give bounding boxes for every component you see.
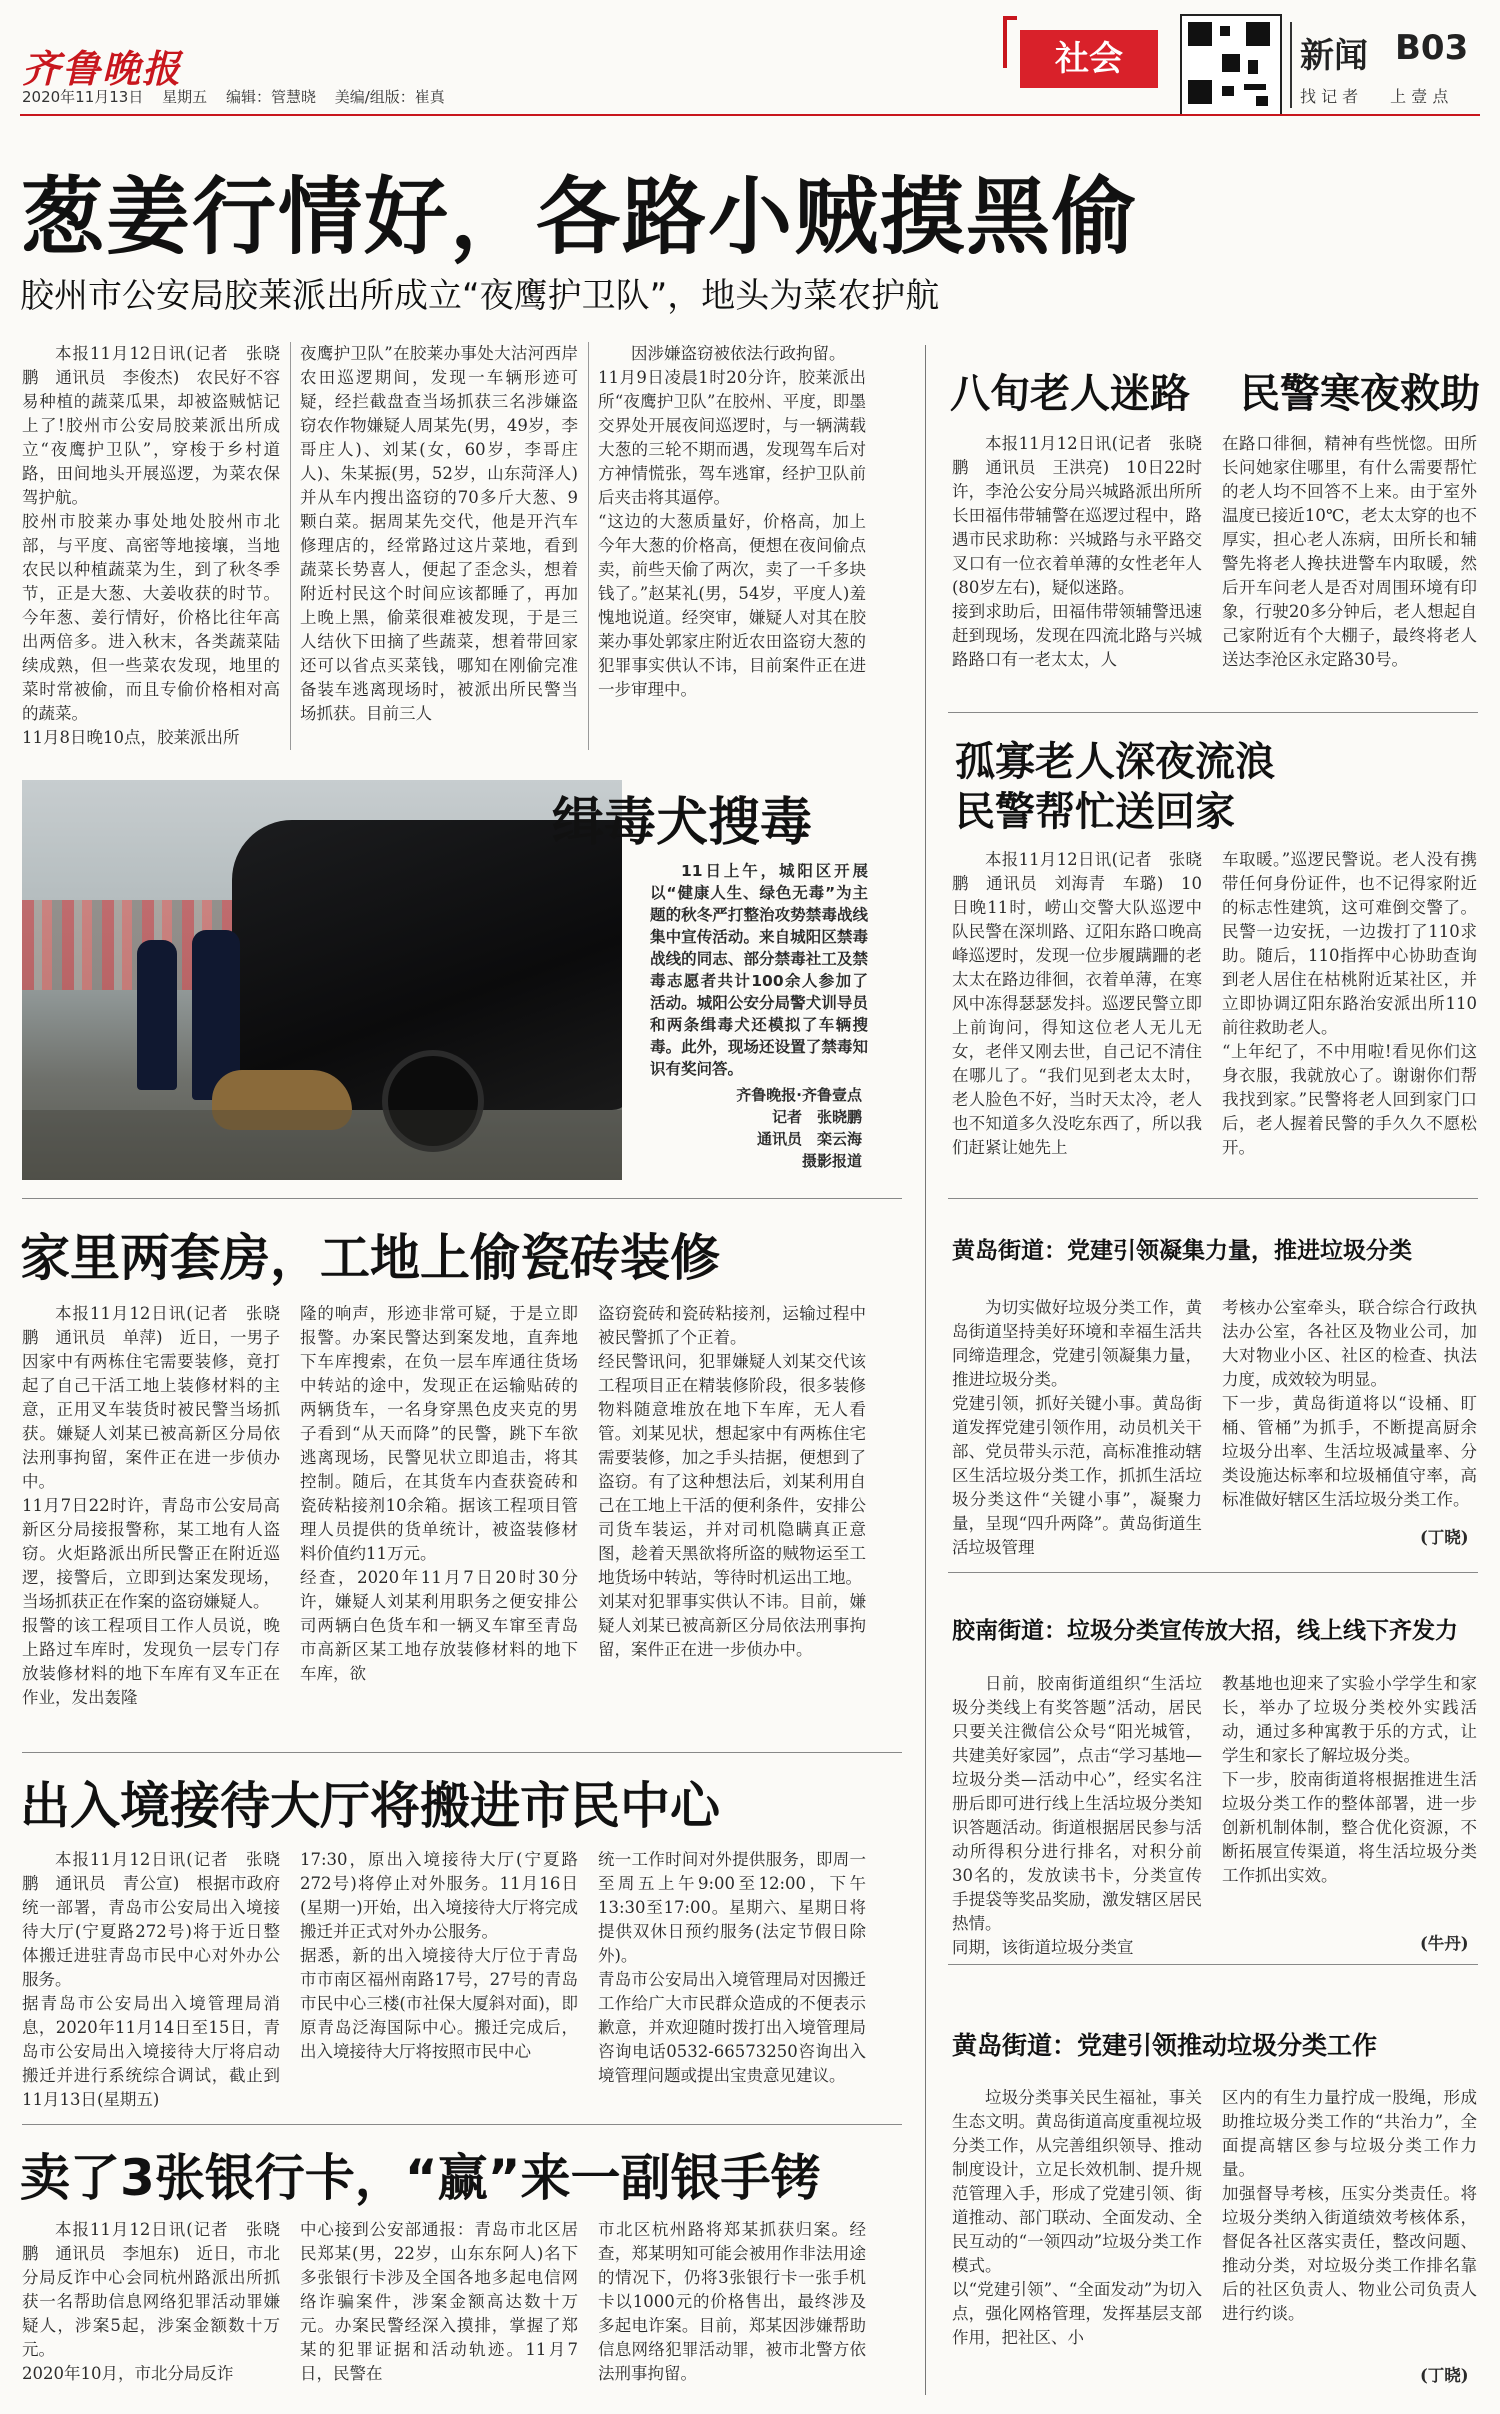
right4-author: (牛丹) [1420, 1934, 1469, 1953]
ground-shape [22, 1110, 622, 1180]
story3-col-1-text: 本报11月12日讯(记者 张晓鹏 通讯员 青公宣) 根据市政府统一部署，青岛市公安局出入境接待大厅(宁夏路272号)将于近日整体搬迁进驻青岛市民中心对外办公服务。 据青岛市公安局出入境管理局消息，2020年11月14日至15日，青岛市公安局出入境接待大厅将启动搬迁并进行系统综合调试，截止到11月13日(星期五) [22, 1850, 280, 2109]
main-col-1-text: 本报11月12日讯(记者 张晓鹏 通讯员 李俊杰) 农民好不容易种植的蔬菜瓜果，却被盗贼惦记上了!胶州市公安局胶莱派出所成立“夜鹰护卫队”，穿梭于乡村道路，田间地头开展巡逻，为菜农保驾护航。 胶州市胶莱办事处地处胶州市北部，与平度、高密等地接壤，当地农民以种植蔬菜为生，到了秋冬季节，正是大葱、大姜收获的时节。今年葱、姜行情好，价格比往年高出两倍多。进入秋末，各类蔬菜陆续成熟，但一些菜农发现，地里的菜时常被偷，而且专偷价格相对高的蔬菜。 11月8日晚10点，胶莱派出所 [22, 344, 280, 747]
story2-col-2 [300, 1302, 578, 1742]
photo-caption-box [552, 780, 870, 1180]
story4-col-1-text: 本报11月12日讯(记者 张晓鹏 通讯员 李旭东) 近日，市北分局反诈中心会同杭州路派出所抓获一名帮助信息网络犯罪活动罪嫌疑人，涉案5起，涉案金额数十万元。 2020年10月，市北分局反诈 [22, 2220, 280, 2383]
right4-col-2-text: 教基地也迎来了实验小学学生和家长，举办了垃圾分类校外实践活动，通过多种寓教于乐的方式，让学生和家长了解垃圾分类。 下一步，胶南街道将根据推进生活垃圾分类工作的整体部署，进一步创新机制体制，整合优化资源，不断拓展宣传渠道，将生活垃圾分类工作抓出实效。 [1222, 1674, 1477, 1885]
right2-col-1 [952, 848, 1202, 1184]
main-col-2-text: 夜鹰护卫队”在胶莱办事处大沽河西岸农田巡逻期间，发现一车辆形迹可疑，经拦截盘查当场抓获三名涉嫌盗窃农作物嫌疑人周某先(男，49岁，李哥庄人)、刘某(女，60岁，李哥庄人)、朱某振(男，52岁，山东菏泽人)并从车内搜出盗窃的70多斤大葱、9颗白菜。据周某先交代，他是开汽车修理店的，经常路过这片菜地，看到蔬菜长势喜人，便起了歪念头，想着附近村民这个时间应该都睡了，再加上晚上黑，偷菜很难被发现，于是三人结伙下田摘了些蔬菜，想着带回家还可以省点买菜钱，哪知在刚偷完准备装车逃离现场时，被派出所民警当场抓获。目前三人 [300, 344, 578, 723]
right1-headline-a: 八旬老人迷路 [950, 371, 1190, 417]
section-tag: 社会 [1020, 30, 1158, 88]
main-headline: 葱姜行情好，各路小贼摸黑偷 [20, 168, 1139, 266]
issue-date: 2020年11月13日 [22, 88, 144, 106]
story2-col-3 [598, 1302, 866, 1742]
right4-col-2 [1222, 1672, 1477, 1922]
section-name: 新闻 [1300, 36, 1368, 76]
right2-headline-a: 孤寡老人深夜流浪 [955, 739, 1275, 785]
header-rule [20, 114, 1480, 116]
photo-caption-text: 11日上午，城阳区开展以“健康人生、绿色无毒”为主题的秋冬严打整治攻势禁毒战线集中宣传活动。来自城阳区禁毒战线的同志、部分禁毒社工及禁毒志愿者共计100余人参加了活动。城阳公安分局警犬训导员和两条缉毒犬还模拟了车辆搜毒。此外，现场还设置了禁毒知识有奖问答。 [650, 862, 868, 1078]
officer-shape [137, 940, 177, 1090]
photo-sniffer-dog [22, 780, 622, 1180]
masthead-logo: 齐鲁晚报 [22, 46, 183, 91]
right3-col-2-text: 考核办公室牵头，联合综合行政执法办公室，各社区及物业公司，加大对物业小区、社区的检查、执法力度，成效较为明显。 下一步，黄岛街道将以“设桶、盯桶、管桶”为抓手，不断提高厨余垃圾分出率、生活垃圾减量率、分类设施达标率和垃圾桶值守率，高标准做好辖区生活垃圾分类工作。 [1222, 1298, 1477, 1509]
right4-col-1-text: 日前，胶南街道组织“生活垃圾分类线上有奖答题”活动，居民只要关注微信公众号“阳光城管，共建美好家园”，点击“学习基地—垃圾分类—活动中心”，经实名注册后即可进行线上生活垃圾分类知识答题活动。街道根据居民参与活动所得积分进行排名，对积分前30名的，发放读书卡，分类宣传手提袋等奖品奖励，激发辖区居民热情。 同期，该街道垃圾分类宣 [952, 1674, 1202, 1957]
photo-credit-outlet: 齐鲁晚报·齐鲁壹点 [736, 1086, 862, 1104]
story2-col-3-text: 盗窃瓷砖和瓷砖粘接剂，运输过程中被民警抓了个正着。 经民警讯问，犯罪嫌疑人刘某交代该工程项目正在精装修阶段，很多装修物料随意堆放在地下车库，无人看管。刘某见状，想起家中有两栋住宅需要装修，加之手头拮据，便想到了盗窃。有了这种想法后，刘某利用自己在工地上干活的便利条件，安排公司货车装运，并对司机隐瞒真正意图，趁着天黑欲将所盗的贼物运至工地货场中转站，等待时机运出工地。 刘某对犯罪事实供认不讳。目前，嫌疑人刘某已被高新区分局依法刑事拘留，案件正在进一步侦办中。 [598, 1304, 866, 1659]
photo-credit-correspondent: 通讯员 栾云海 [756, 1130, 862, 1148]
right5-col-2-text: 区内的有生力量拧成一股绳，形成助推垃圾分类工作的“共治力”，全面提高辖区参与垃圾分类工作力量。 加强督导考核，压实分类责任。将垃圾分类纳入街道绩效考核体系，督促各社区落实责任，整改问题、推动分类，对垃圾分类工作排名靠后的社区负责人、物业公司负责人进行约谈。 [1222, 2088, 1477, 2323]
section-rule [948, 1964, 1478, 1965]
photo-credit-reporter: 记者 张晓鹏 [771, 1108, 862, 1126]
section-rule [948, 1572, 1478, 1573]
story3-col-2 [300, 1848, 578, 2118]
photo-caption [650, 860, 868, 1080]
story2-headline: 家里两套房，工地上偷瓷砖装修 [20, 1229, 720, 1287]
right1-col-1 [952, 432, 1202, 702]
main-subtitle: 胶州市公安局胶莱派出所成立“夜鹰护卫队”，地头为菜农护航 [20, 276, 940, 316]
section-rule [22, 2124, 902, 2125]
story3-col-2-text: 17:30，原出入境接待大厅(宁夏路272号)将停止对外服务。11月16日(星期一)开始，出入境接待大厅将完成搬迁并正式对外办公服务。 据悉，新的出入境接待大厅位于青岛市市南区福州南路17号，27号的青岛市民中心三楼(市社保大厦斜对面)，即原青岛泛海国际中心。搬迁完成后，出入境接待大厅将按照市民中心 [300, 1850, 578, 2061]
story4-col-1 [22, 2218, 280, 2398]
right3-col-1-text: 为切实做好垃圾分类工作，黄岛街道坚持美好环境和幸福生活共同缔造理念，党建引领凝集力量，推进垃圾分类。 党建引领，抓好关键小事。黄岛街道发挥党建引领作用，动员机关干部、党员带头示范，高标准推动辖区生活垃圾分类工作，抓抓生活垃圾分类这件“关键小事”，凝聚力量，呈现“四升两降”。黄岛街道生活垃圾管理 [952, 1298, 1202, 1557]
right1-col-1-text: 本报11月12日讯(记者 张晓鹏 通讯员 王洪亮) 10日22时许，李沧公安分局兴城路派出所所长田福伟带辅警在巡逻过程中，路遇市民求助称：兴城路与永平路交叉口有一位衣着单薄的女性老年人(80岁左右)，疑似迷路。 接到求助后，田福伟带领辅警迅速赶到现场，发现在四流北路与兴城路路口有一老太太，人 [952, 434, 1202, 669]
right4-headline: 胶南街道：垃圾分类宣传放大招，线上线下齐发力 [952, 1618, 1458, 1644]
right3-headline: 黄岛街道：党建引领凝集力量，推进垃圾分类 [952, 1238, 1412, 1264]
story2-col-1-text: 本报11月12日讯(记者 张晓鹏 通讯员 单萍) 近日，一男子因家中有两栋住宅需要装修，竟打起了自己干活工地上装修材料的主意，正用叉车装货时被民警当场抓获。嫌疑人刘某已被高新区分局依法刑事拘留，案件正在进一步侦办中。 11月7日22时许，青岛市公安局高新区分局接报警称，某工地有人盗窃。火炬路派出所民警正在附近巡逻，接警后，立即到达案发现场，当场抓获正在作案的盗窃嫌疑人。 报警的该工程项目工作人员说，晚上路过车库时，发现负一层专门存放装修材料的地下车库有叉车正在作业，发出轰隆 [22, 1304, 280, 1707]
main-col-2 [300, 342, 578, 750]
main-col-3-text: 因涉嫌盗窃被依法行政拘留。 11月9日凌晨1时20分许，胶莱派出所“夜鹰护卫队”在胶州、平度，即墨交界处开展夜间巡逻时，与一辆满载大葱的三轮不期而遇，发现驾车后对方神情慌张，驾车逃窜，经护卫队前后夹击将其逼停。 “这边的大葱质量好，价格高，加上今年大葱的价格高，便想在夜间偷点卖，前些天偷了两次，卖了一千多块钱了。”赵某礼(男，54岁，平度人)羞愧地说道。经突审，嫌疑人对其在胶莱办事处郭家庄附近农田盗窃大葱的犯罪事实供认不讳，目前案件正在进一步审理中。 [598, 344, 866, 699]
main-col-3 [598, 342, 866, 750]
right1-headline-b: 民警寒夜救助 [1240, 371, 1480, 417]
dateline [22, 86, 459, 107]
tag-frame [1003, 16, 1017, 68]
right5-col-1 [952, 2086, 1202, 2398]
story4-headline: 卖了3张银行卡，“赢”来一副银手铐 [20, 2149, 821, 2207]
photo-title: 缉毒犬搜毒 [552, 793, 813, 853]
page-number: B03 [1395, 28, 1469, 68]
story4-col-2-text: 中心接到公安部通报：青岛市北区居民郑某(男，22岁，山东东阿人)名下多张银行卡涉及全国各地多起电信网络诈骗案件，涉案金额高达数十万元。办案民警经深入摸排，掌握了郑某的犯罪证据和活动轨迹。11月7日，民警在 [300, 2220, 578, 2383]
issue-weekday: 星期五 [162, 88, 208, 106]
right5-author: (丁晓) [1420, 2366, 1469, 2385]
story4-col-3 [598, 2218, 866, 2398]
right3-author: (丁晓) [1420, 1528, 1469, 1547]
right2-headline-b: 民警帮忙送回家 [955, 789, 1235, 835]
col-divider [588, 342, 589, 750]
header-divider [1290, 22, 1292, 108]
editor-credit: 编辑：管慧晓 [225, 88, 316, 106]
right5-col-1-text: 垃圾分类事关民生福祉，事关生态文明。黄岛街道高度重视垃圾分类工作，从完善组织领导、推动制度设计，立足长效机制、提升规范管理入手，形成了党建引领、街道推动、部门联动、全面发动、全民互动的“一领四动”垃圾分类工作模式。 以“党建引领”、“全面发动”为切入点，强化网格管理，发挥基层支部作用，把社区、小 [952, 2088, 1202, 2347]
photo-credit-note: 摄影报道 [801, 1152, 862, 1170]
right3-col-2 [1222, 1296, 1477, 1509]
right4-col-1 [952, 1672, 1202, 1962]
right5-headline: 黄岛街道：党建引领推动垃圾分类工作 [952, 2031, 1378, 2060]
designer-credit: 美编/组版：崔真 [334, 88, 445, 106]
right1-col-2-text: 在路口徘徊，精神有些恍惚。田所长问她家住哪里，有什么需要帮忙的老人均不回答不上来。由于室外温度已接近10℃，老太太穿的也不厚实，担心老人冻病，田所长和辅警先将老人搀扶进警车内取暖，然后开车问老人是否对周围环境有印象，行驶20多分钟后，老人想起自己家附近有个大棚子，最终将老人送达李沧区永定路30号。 [1222, 434, 1477, 669]
story3-col-3-text: 统一工作时间对外提供服务，即周一至周五上午9:00至12:00，下午13:30至17:00。星期六、星期日将提供双休日预约服务(法定节假日除外)。 青岛市公安局出入境管理局对因搬迁工作给广大市民群众造成的不便表示歉意，并欢迎随时拨打出入境管理局咨询电话0532-66573250咨询出入境管理问题或提出宝贵意见建议。 [598, 1850, 866, 2085]
right2-col-2 [1222, 848, 1477, 1184]
right2-col-1-text: 本报11月12日讯(记者 张晓鹏 通讯员 刘海青 车璐) 10日晚11时，崂山交警大队巡逻中队民警在深圳路、辽阳东路口晚高峰巡逻时，发现一位步履蹒跚的老太太在路边徘徊，衣着单薄，在寒风中冻得瑟瑟发抖。巡逻民警立即上前询问，得知这位老人无儿无女，老伴又刚去世，自己记不清住在哪儿了。“我们见到老太太时，老人脸色不好，当时天太冷，老人也不知道多久没吃东西了，所以我们赶紧让她先上 [952, 850, 1202, 1157]
story4-col-2 [300, 2218, 578, 2398]
story3-col-1 [22, 1848, 280, 2118]
right2-col-2-text: 车取暖。”巡逻民警说。老人没有携带任何身份证件，也不记得家附近的标志性建筑，这可难倒交警了。民警一边安抚，一边拨打了110求助。随后，110指挥中心协助查询到老人居住在枯桃附近某社区，并立即协调辽阳东路治安派出所110前往救助老人。 “上年纪了，不中用啦!看见你们这身衣服，我就放心了。谢谢你们帮我找到家。”民警将老人回到家门口后，老人握着民警的手久久不愿松开。 [1222, 850, 1477, 1157]
right1-col-2 [1222, 432, 1477, 702]
story3-headline: 出入境接待大厅将搬进市民中心 [20, 1777, 720, 1835]
main-col-1 [22, 342, 280, 750]
col-divider [290, 342, 291, 750]
photo-credit [736, 1084, 862, 1172]
right3-col-1 [952, 1296, 1202, 1556]
section-rule [948, 1198, 1478, 1199]
section-rule [22, 1198, 902, 1199]
story4-col-3-text: 市北区杭州路将郑某抓获归案。经查，郑某明知可能会被用作非法用途的情况下，仍将3张银行卡一张手机卡以1000元的价格售出，最终涉及多起电诈案。目前，郑某因涉嫌帮助信息网络犯罪活动罪，被市北警方依法刑事拘留。 [598, 2220, 866, 2383]
story2-col-2-text: 隆的响声，形迹非常可疑，于是立即报警。办案民警达到案发地，直奔地下车库搜索，在负一层车库通往货场中转站的途中，发现正在运输贴砖的两辆货车，一名身穿黑色皮夹克的男子看到“从天而降”的民警，跳下车欲逃离现场，民警见状立即追击，将其控制。随后，在其货车内查获瓷砖和瓷砖粘接剂10余箱。据该工程项目管理人员提供的货单统计，被盗装修材料价值约11万元。 经查，2020年11月7日20时30分许，嫌疑人刘某利用职务之便安排公司两辆白色货车和一辆叉车窜至青岛市高新区某工地存放装修材料的地下车库，欲 [300, 1304, 578, 1683]
right5-col-2 [1222, 2086, 1477, 2346]
section-rule [948, 712, 1478, 713]
story3-col-3 [598, 1848, 866, 2118]
contact-hint: 找 记 者 上 壹 点 [1300, 87, 1449, 106]
story2-col-1 [22, 1302, 280, 1742]
page-column-divider [925, 345, 926, 2395]
qr-code-icon [1180, 14, 1282, 116]
section-rule [22, 1752, 902, 1753]
